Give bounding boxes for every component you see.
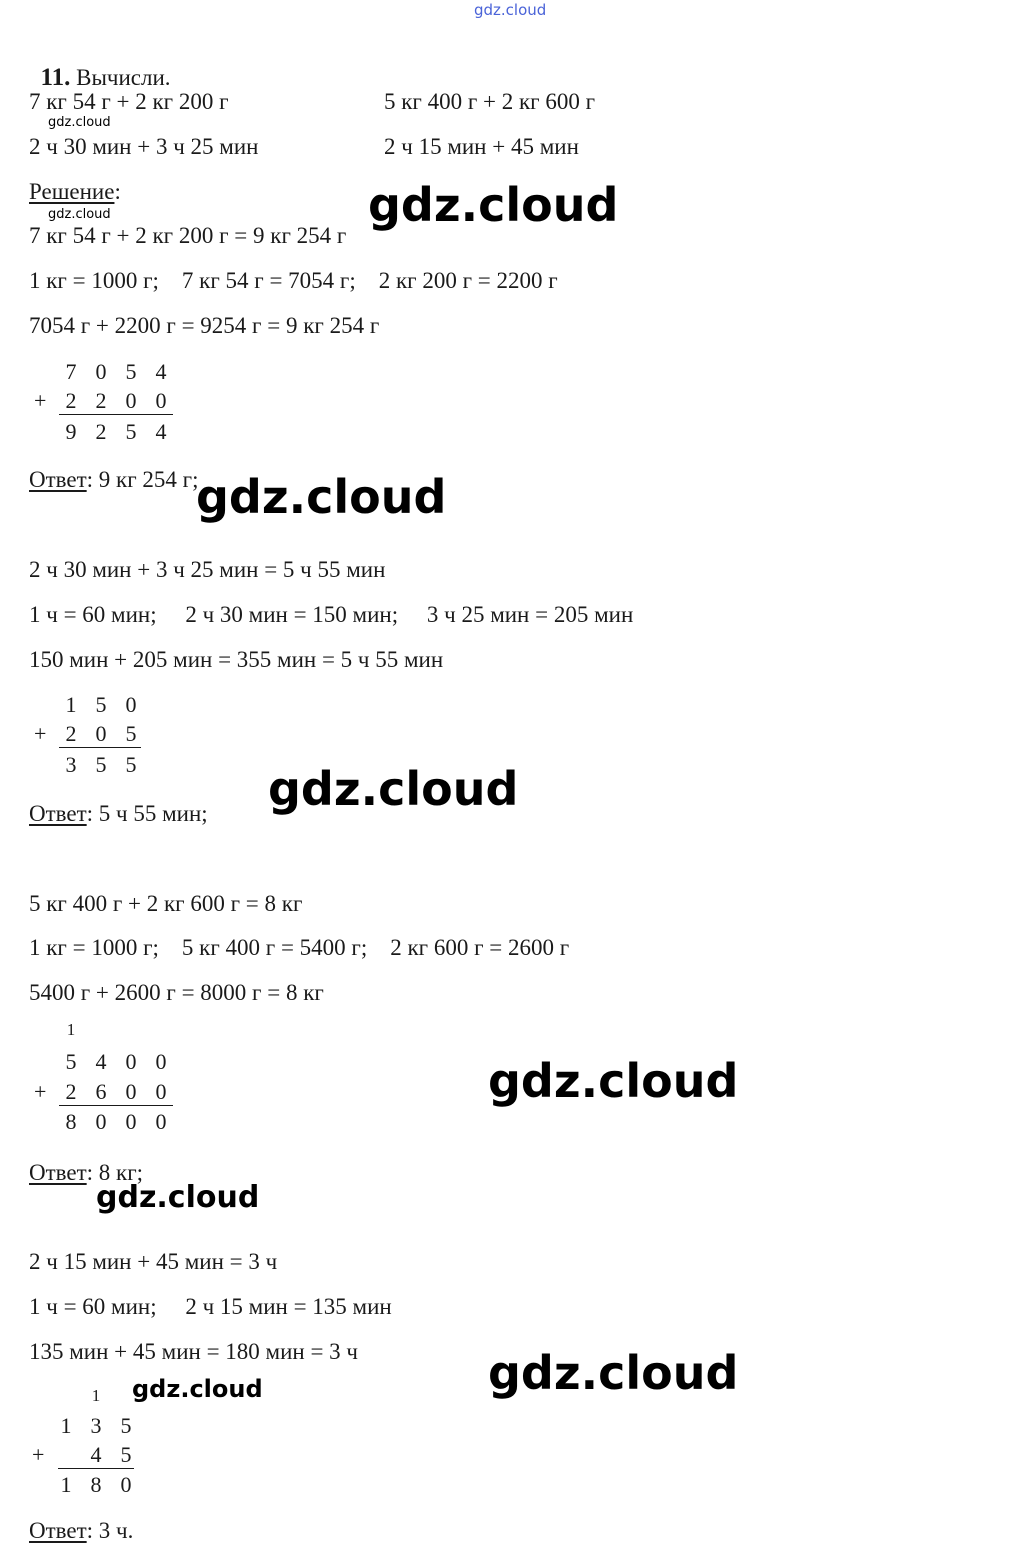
digit: 2	[65, 1079, 77, 1104]
digit: 2	[65, 721, 77, 746]
digit: 2	[95, 388, 107, 413]
exercise-4: 2 ч 15 мин + 45 мин	[384, 134, 579, 159]
solution-line: 5400 г + 2600 г = 8000 г = 8 кг	[29, 980, 324, 1005]
digit: 0	[120, 1472, 132, 1497]
digit: 4	[155, 359, 167, 384]
answer-value: : 8 кг;	[86, 1160, 144, 1185]
digit: 0	[125, 1109, 137, 1134]
solution-line: 7 кг 54 г + 2 кг 200 г = 9 кг 254 г	[29, 223, 347, 248]
digit: 0	[125, 388, 137, 413]
solution-line: 2 ч 30 мин + 3 ч 25 мин = 5 ч 55 мин	[29, 557, 386, 582]
column-top-row	[51, 1415, 141, 1437]
answer-label: Ответ	[29, 1160, 87, 1185]
digit: 5	[125, 752, 137, 777]
task-number: 11.	[40, 64, 71, 91]
plus-sign: +	[34, 1079, 47, 1104]
answer-value: : 3 ч.	[86, 1518, 134, 1543]
digit: 8	[90, 1472, 102, 1497]
digit: 0	[125, 1079, 137, 1104]
column-rule	[58, 1468, 134, 1469]
watermark-big: gdz.cloud	[196, 470, 447, 524]
digit: 0	[155, 1109, 167, 1134]
answer-value: : 9 кг 254 г;	[86, 467, 199, 492]
digit: 9	[65, 419, 77, 444]
column-result-row	[56, 754, 146, 776]
column-bottom-row	[56, 1081, 176, 1103]
digit: 4	[155, 419, 167, 444]
solution-line: 1 ч = 60 мин; 2 ч 15 мин = 135 мин	[29, 1294, 392, 1319]
watermark-big: gdz.cloud	[368, 178, 619, 232]
digit: 1	[60, 1472, 72, 1497]
digit: 0	[155, 388, 167, 413]
column-bottom-row	[56, 723, 146, 745]
watermark-medium: gdz.cloud	[96, 1180, 260, 1215]
digit: 0	[95, 359, 107, 384]
column-carry-row	[51, 1387, 141, 1404]
task-title: Вычисли.	[76, 65, 171, 90]
digit: 0	[155, 1079, 167, 1104]
column-result-row	[56, 1111, 176, 1133]
answer-label: Ответ	[29, 801, 87, 826]
watermark-medium: gdz.cloud	[132, 1375, 263, 1403]
column-rule	[59, 414, 173, 415]
digit: 5	[95, 752, 107, 777]
column-bottom-row	[51, 1444, 141, 1466]
answer-label: Ответ	[29, 467, 87, 492]
answer-line	[29, 468, 198, 491]
watermark-small: gdz.cloud	[48, 207, 111, 222]
digit: 0	[95, 721, 107, 746]
digit: 0	[125, 1049, 137, 1074]
answer-line	[29, 1519, 133, 1542]
digit: 2	[95, 419, 107, 444]
answer-label: Ответ	[29, 1518, 87, 1543]
column-result-row	[51, 1474, 141, 1496]
column-bottom-row	[56, 390, 176, 412]
digit: 5	[120, 1413, 132, 1438]
digit: 1	[60, 1413, 72, 1438]
column-top-row	[56, 1051, 176, 1073]
digit: 4	[95, 1049, 107, 1074]
column-carry-row	[56, 1021, 176, 1038]
digit: 0	[125, 692, 137, 717]
column-result-row	[56, 421, 176, 443]
watermark-big: gdz.cloud	[488, 1346, 739, 1400]
watermark-big: gdz.cloud	[488, 1054, 739, 1108]
digit: 1	[65, 692, 77, 717]
solution-line: 2 ч 15 мин + 45 мин = 3 ч	[29, 1249, 278, 1274]
digit: 5	[95, 692, 107, 717]
digit: 5	[120, 1442, 132, 1467]
exercise-1: 7 кг 54 г + 2 кг 200 г	[29, 89, 229, 114]
digit: 2	[65, 388, 77, 413]
answer-value: : 5 ч 55 мин;	[86, 801, 208, 826]
plus-sign: +	[34, 721, 47, 746]
exercise-3: 2 ч 30 мин + 3 ч 25 мин	[29, 134, 259, 159]
digit: 5	[125, 359, 137, 384]
solution-line: 7054 г + 2200 г = 9254 г = 9 кг 254 г	[29, 313, 380, 338]
digit: 5	[125, 419, 137, 444]
solution-line: 5 кг 400 г + 2 кг 600 г = 8 кг	[29, 891, 303, 916]
digit: 7	[65, 359, 77, 384]
solution-line: 150 мин + 205 мин = 355 мин = 5 ч 55 мин	[29, 647, 444, 672]
digit: 0	[95, 1109, 107, 1134]
solution-heading: Решение:	[29, 179, 121, 204]
digit: 0	[155, 1049, 167, 1074]
watermark-small: gdz.cloud	[48, 115, 111, 130]
digit: 5	[125, 721, 137, 746]
plus-sign: +	[34, 388, 47, 413]
task-heading	[29, 42, 171, 90]
digit: 1	[91, 1386, 101, 1405]
digit: 5	[65, 1049, 77, 1074]
column-top-row	[56, 694, 146, 716]
solution-label: Решение	[29, 179, 115, 204]
solution-line: 1 кг = 1000 г; 7 кг 54 г = 7054 г; 2 кг 200 г = 2200 г	[29, 268, 558, 293]
column-rule	[59, 1105, 173, 1106]
column-top-row	[56, 361, 176, 383]
solution-line: 1 кг = 1000 г; 5 кг 400 г = 5400 г; 2 кг 600 г = 2600 г	[29, 935, 570, 960]
digit: 1	[66, 1020, 76, 1039]
digit: 3	[65, 752, 77, 777]
answer-line	[29, 802, 208, 825]
digit: 8	[65, 1109, 77, 1134]
digit: 4	[90, 1442, 102, 1467]
column-rule	[59, 747, 141, 748]
watermark-big: gdz.cloud	[268, 762, 519, 816]
solution-line: 135 мин + 45 мин = 180 мин = 3 ч	[29, 1339, 358, 1364]
watermark-top: gdz.cloud	[474, 1, 547, 19]
solution-line: 1 ч = 60 мин; 2 ч 30 мин = 150 мин; 3 ч 25 мин = 205 мин	[29, 602, 634, 627]
plus-sign: +	[32, 1442, 45, 1467]
digit: 3	[90, 1413, 102, 1438]
exercise-2: 5 кг 400 г + 2 кг 600 г	[384, 89, 596, 114]
digit: 6	[95, 1079, 107, 1104]
